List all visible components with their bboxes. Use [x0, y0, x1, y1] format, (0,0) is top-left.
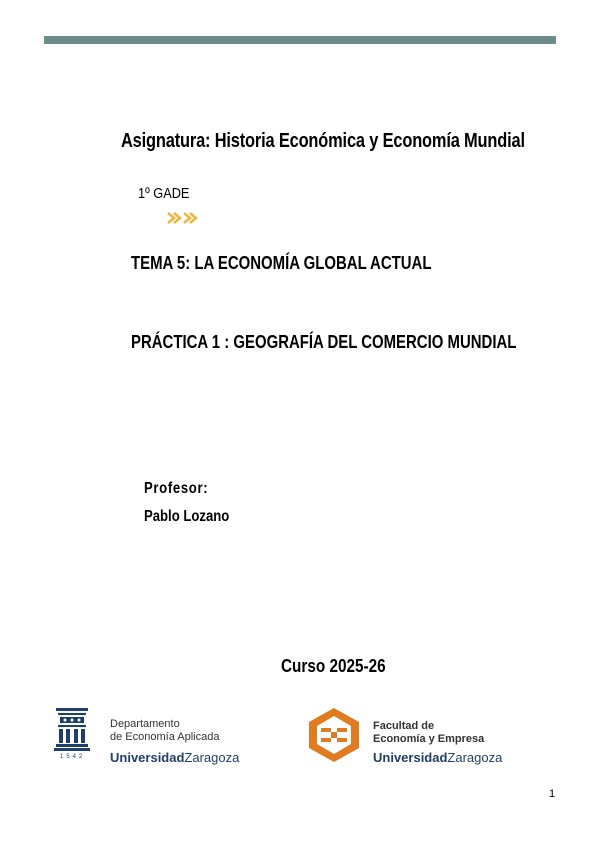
page-number: 1 [549, 788, 556, 800]
university-name [110, 750, 239, 765]
founding-year: 1542 [60, 754, 86, 760]
top-rule [44, 36, 556, 44]
chevron-icon [166, 210, 200, 231]
university-name [373, 750, 502, 765]
academic-year: Curso 2025-26 [281, 656, 386, 676]
department-line2: de Economía Aplicada [110, 731, 220, 743]
professor-name: Pablo Lozano [144, 508, 230, 525]
faculty-logo [305, 706, 525, 768]
topic-heading: TEMA 5: LA ECONOMÍA GLOBAL ACTUAL [131, 253, 432, 273]
faculty-line2: Economía y Empresa [373, 733, 485, 745]
subject-title: Asignatura: Historia Económica y Economía Mundial [121, 130, 525, 152]
professor-label: Profesor: [144, 480, 209, 497]
department-logo [54, 708, 254, 766]
faculty-hexagon-icon [305, 706, 363, 764]
course-label: 1º GADE [138, 185, 190, 202]
faculty-line1: Facultad de [373, 720, 435, 732]
department-line1: Departamento [110, 718, 180, 730]
city-word: Zaragoza [184, 750, 240, 765]
double-chevron-icon [166, 210, 200, 226]
university-word: Universidad [373, 750, 448, 765]
city-word: Zaragoza [447, 750, 503, 765]
university-word: Universidad [110, 750, 185, 765]
practice-heading: PRÁCTICA 1 : GEOGRAFÍA DEL COMERCIO MUNDIAL [131, 332, 517, 352]
